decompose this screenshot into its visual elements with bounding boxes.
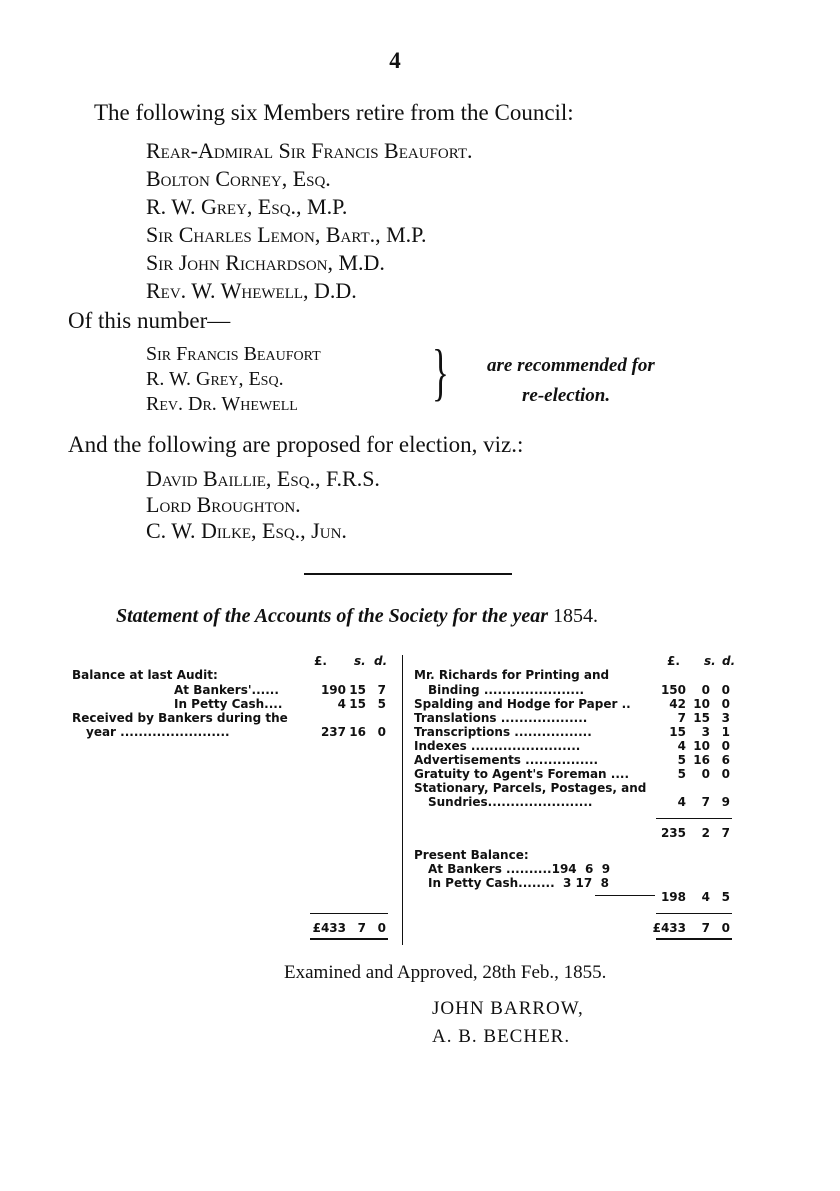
subtotal-pence: 7	[721, 826, 730, 840]
amt-pounds: 237	[320, 725, 346, 739]
amt-pence: 5	[377, 697, 386, 711]
amt-shillings: 10	[693, 739, 710, 753]
balance-petty-cash: In Petty Cash........ 3 17 8	[428, 876, 609, 890]
of-this-number: Of this number—	[68, 308, 231, 333]
retiring-member: Rev. W. Whewell, D.D.	[146, 278, 357, 303]
amt-pence: 0	[721, 683, 730, 697]
amt-pounds: 190	[320, 683, 346, 697]
receipt-total-pounds: £433	[312, 921, 346, 935]
payment-item-l1: Mr. Richards for Printing and	[414, 668, 610, 682]
payment-item-l1: Advertisements ................	[414, 753, 599, 767]
amt-shillings: 16	[693, 753, 710, 767]
balance-pounds: 198	[660, 890, 686, 904]
recommended-line1: are recommended for	[487, 355, 655, 376]
amt-pounds: 42	[669, 697, 686, 711]
retiring-member: Bolton Corney, Esq.	[146, 166, 331, 191]
header-pence: d.	[722, 654, 736, 668]
amt-pounds: 4	[677, 739, 686, 753]
amt-shillings: 16	[349, 725, 366, 739]
present-balance-label: Present Balance:	[414, 848, 529, 862]
receipt-total-rule-bottom	[310, 938, 388, 940]
amt-shillings: 15	[693, 711, 710, 725]
payment-total-shillings: 7	[701, 921, 710, 935]
balance-at-bankers: At Bankers ..........194 6 9	[428, 862, 611, 876]
header-pence: d.	[374, 654, 388, 668]
amt-pounds: 150	[660, 683, 686, 697]
amt-shillings: 0	[701, 767, 710, 781]
balance-label: Balance at last Audit:	[72, 668, 218, 682]
subtotal-shillings: 2	[701, 826, 710, 840]
amt-shillings: 3	[701, 725, 710, 739]
proposed-member: David Baillie, Esq., F.R.S.	[146, 466, 380, 491]
reelect-member: Sir Francis Beaufort	[146, 343, 321, 365]
amt-pounds: 4	[337, 697, 346, 711]
payment-total-pounds: £433	[652, 921, 686, 935]
payment-item-l2: Binding ......................	[428, 683, 585, 697]
amt-pence: 0	[377, 725, 386, 739]
amt-pounds: 15	[669, 725, 686, 739]
statement-title-text: Statement of the Accounts of the Society for the year	[116, 605, 549, 627]
amt-shillings: 10	[693, 697, 710, 711]
proposed-intro: And the following are proposed for election, viz.:	[68, 432, 524, 457]
page-number: 4	[389, 48, 401, 73]
examined-approved: Examined and Approved, 28th Feb., 1855.	[284, 962, 607, 983]
receipt-petty-cash: In Petty Cash....	[174, 697, 283, 711]
payment-total-rule-top	[656, 913, 732, 914]
amt-pence: 6	[721, 753, 730, 767]
amt-pence: 1	[721, 725, 730, 739]
retiring-member: Rear-Admiral Sir Francis Beaufort.	[146, 138, 473, 163]
payment-item-l2: Sundries.......................	[428, 795, 593, 809]
payment-item-l1: Spalding and Hodge for Paper ..	[414, 697, 631, 711]
proposed-member: C. W. Dilke, Esq., Jun.	[146, 518, 347, 543]
signatory: JOHN BARROW,	[432, 998, 584, 1019]
reelect-member: Rev. Dr. Whewell	[146, 393, 298, 415]
signatory: A. B. BECHER.	[432, 1026, 571, 1047]
header-pounds: £.	[314, 654, 327, 668]
amt-shillings: 0	[701, 683, 710, 697]
payment-subtotal-rule	[656, 818, 732, 819]
balance-rule	[595, 895, 655, 896]
balance-shillings: 4	[701, 890, 710, 904]
receipt-received-l1: Received by Bankers during the	[72, 711, 288, 725]
amt-pence: 7	[377, 683, 386, 697]
receipt-total-rule-top	[310, 913, 388, 914]
recommended-line2: re-election.	[522, 385, 611, 406]
statement-title	[116, 605, 598, 628]
amt-pence: 9	[721, 795, 730, 809]
retiring-member: Sir Charles Lemon, Bart., M.P.	[146, 222, 427, 247]
payment-item-l1: Gratuity to Agent's Foreman ....	[414, 767, 630, 781]
payment-item-l1: Transcriptions .................	[414, 725, 592, 739]
amt-pence: 0	[721, 767, 730, 781]
amt-pence: 0	[721, 739, 730, 753]
amt-pounds: 7	[677, 711, 686, 725]
amt-shillings: 7	[701, 795, 710, 809]
receipt-received-l2: year ........................	[86, 725, 230, 739]
council-intro: The following six Members retire from the Council:	[94, 100, 574, 125]
payment-total-rule-bottom	[656, 938, 732, 940]
amt-pounds: 4	[677, 795, 686, 809]
amt-pence: 3	[721, 711, 730, 725]
header-shillings: s.	[354, 654, 366, 668]
retiring-member: Sir John Richardson, M.D.	[146, 250, 385, 275]
receipt-at-bankers: At Bankers'......	[174, 683, 279, 697]
payment-item-l1: Indexes ........................	[414, 739, 581, 753]
subtotal-pounds: 235	[660, 826, 686, 840]
receipt-total-shillings: 7	[357, 921, 366, 935]
header-pounds: £.	[667, 654, 680, 668]
payment-total-pence: 0	[721, 921, 730, 935]
amt-pounds: 5	[677, 753, 686, 767]
section-divider	[304, 573, 512, 575]
balance-pence: 5	[721, 890, 730, 904]
statement-year: 1854.	[553, 605, 599, 627]
payment-item-l1: Translations ...................	[414, 711, 588, 725]
proposed-member: Lord Broughton.	[146, 492, 301, 517]
header-shillings: s.	[704, 654, 716, 668]
payment-item-l1: Stationary, Parcels, Postages, and	[414, 781, 647, 795]
receipt-total-pence: 0	[377, 921, 386, 935]
retiring-member: R. W. Grey, Esq., M.P.	[146, 194, 348, 219]
brace: }	[432, 336, 449, 407]
amt-pence: 0	[721, 697, 730, 711]
reelect-member: R. W. Grey, Esq.	[146, 368, 284, 390]
amt-pounds: 5	[677, 767, 686, 781]
amt-shillings: 15	[349, 683, 366, 697]
column-divider	[402, 655, 403, 945]
amt-shillings: 15	[349, 697, 366, 711]
